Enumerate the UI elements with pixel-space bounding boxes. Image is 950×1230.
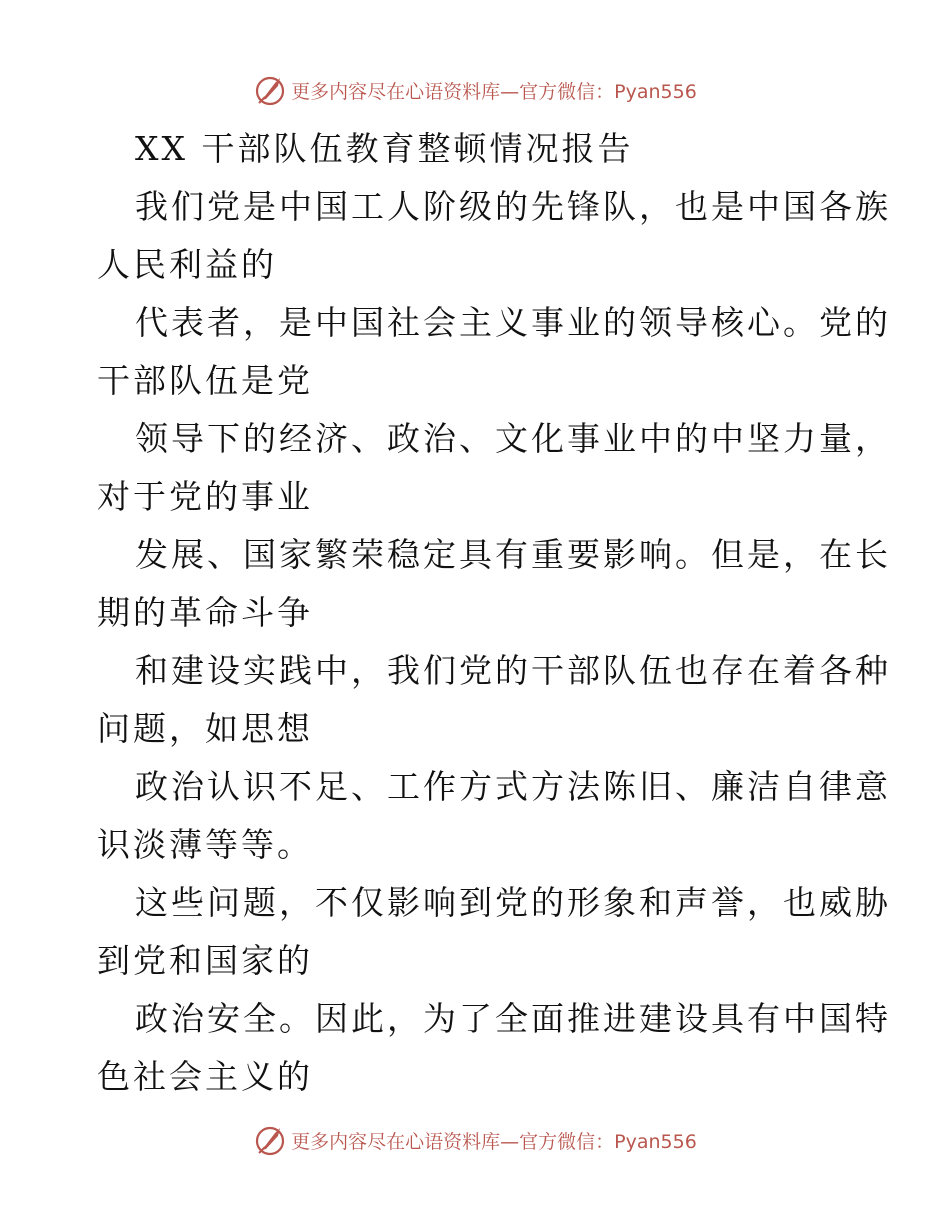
document-body xyxy=(97,120,891,1106)
paragraph-line: 政治安全。因此，为了全面推进建设具有中国特 xyxy=(135,999,891,1038)
header-watermark xyxy=(0,70,950,110)
paragraph-line: 政治认识不足、工作方式方法陈旧、廉洁自律意 xyxy=(135,767,891,806)
footer-watermark xyxy=(0,1120,950,1160)
document-title: XX 干部队伍教育整顿情况报告 xyxy=(135,129,634,168)
paragraph-line: 识淡薄等等。 xyxy=(97,825,313,864)
paragraph-line: 色社会主义的 xyxy=(97,1057,313,1096)
paragraph-line: 发展、国家繁荣稳定具有重要影响。但是，在长 xyxy=(135,535,891,574)
paragraph-line: 人民利益的 xyxy=(97,245,277,284)
paragraph-line: 期的革命斗争 xyxy=(97,593,313,632)
quill-pen-logo-icon xyxy=(253,73,287,107)
paragraph-line: 干部队伍是党 xyxy=(97,361,313,400)
quill-pen-logo-icon xyxy=(253,1123,287,1157)
paragraph-line: 领导下的经济、政治、文化事业中的中坚力量， xyxy=(135,419,891,458)
watermark-text: 更多内容尽在心语资料库—官方微信：Pyan556 xyxy=(291,80,697,103)
paragraph-line: 到党和国家的 xyxy=(97,941,313,980)
paragraph-line: 我们党是中国工人阶级的先锋队，也是中国各族 xyxy=(135,187,891,226)
paragraph-line: 对于党的事业 xyxy=(97,477,313,516)
paragraph-line: 这些问题，不仅影响到党的形象和声誉，也威胁 xyxy=(135,883,891,922)
paragraph-line: 代表者，是中国社会主义事业的领导核心。党的 xyxy=(135,303,891,342)
paragraph-line: 问题，如思想 xyxy=(97,709,313,748)
paragraph-line: 和建设实践中，我们党的干部队伍也存在着各种 xyxy=(135,651,891,690)
watermark-text: 更多内容尽在心语资料库—官方微信：Pyan556 xyxy=(291,1130,697,1153)
